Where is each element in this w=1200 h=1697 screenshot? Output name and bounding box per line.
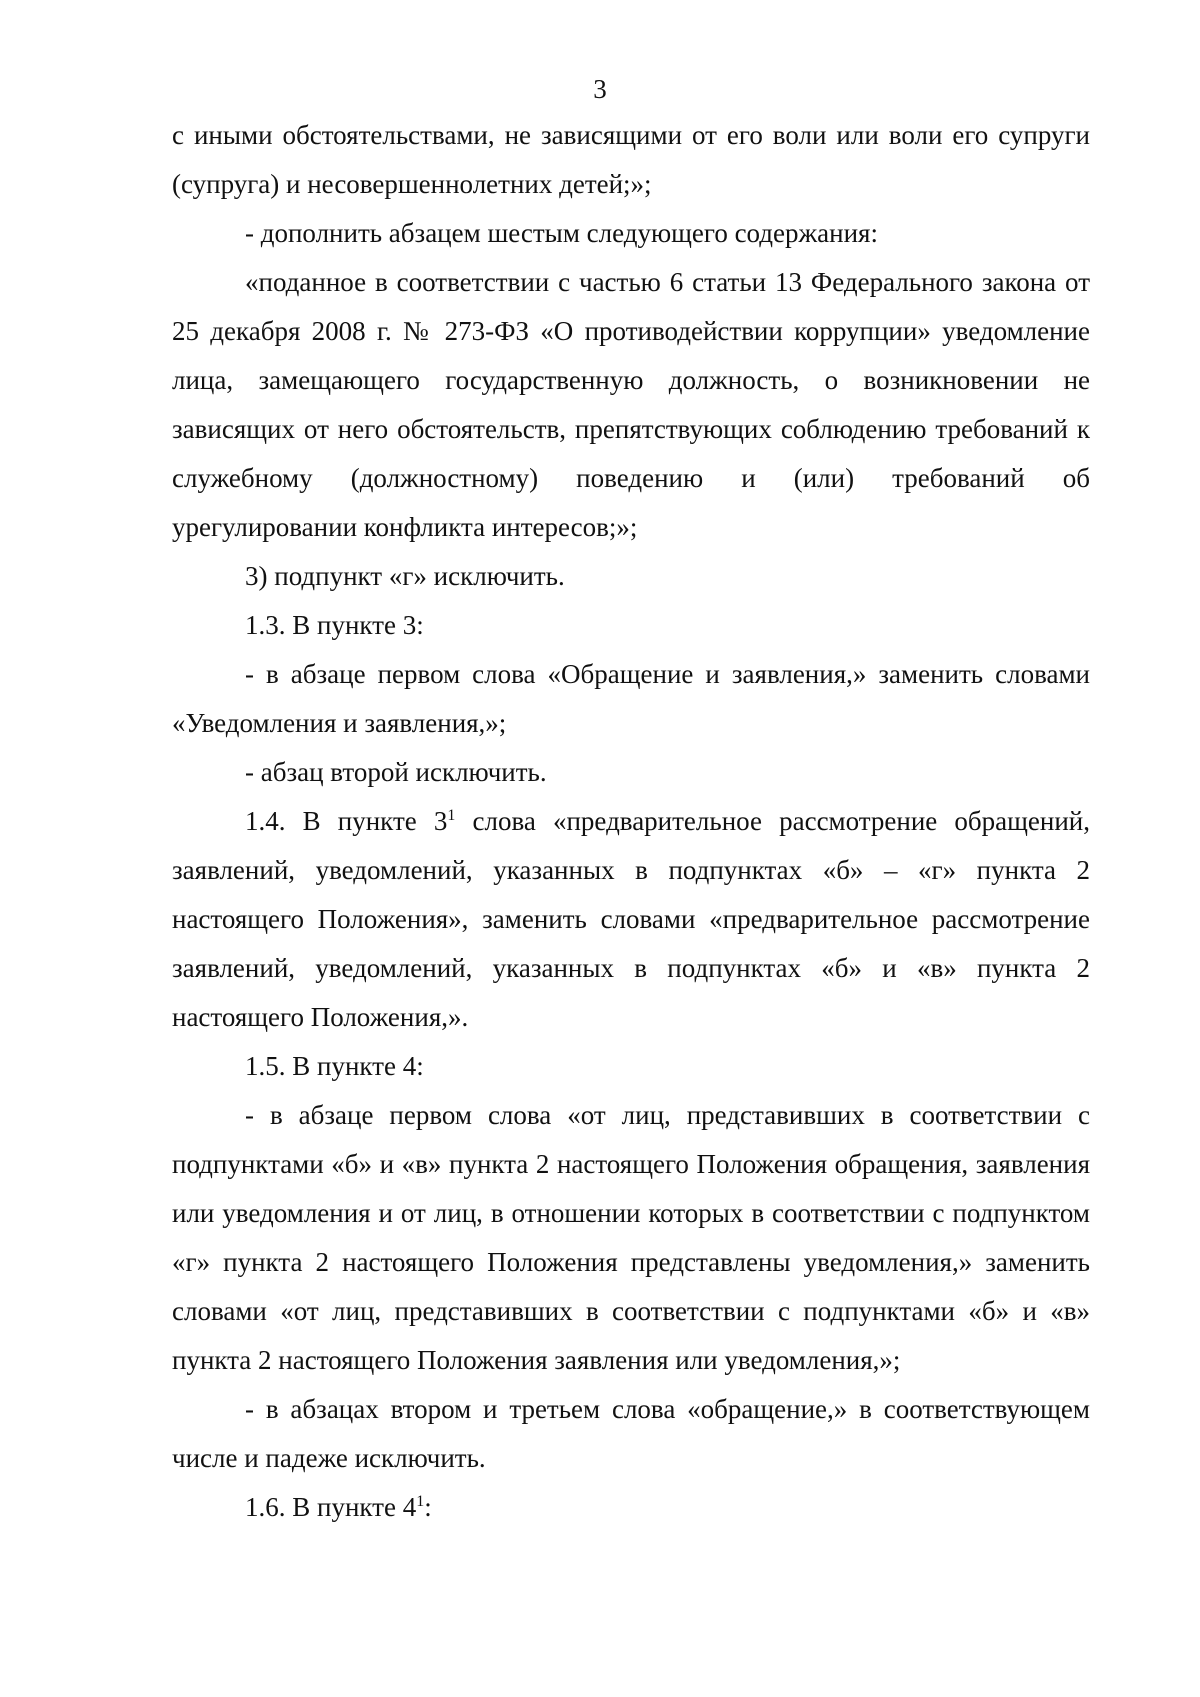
paragraph-1-4-after: слова «предварительное рассмотрение обращений, заявлений, уведомлений, указанных в подпунктах «б» – «г» пункта 2 настоящего Положения», заменить словами «предварительное рассмотрение заявлений, уведомлений, указанных в подпунктах «б» и «в» пункта 2 настоящего Положения,». bbox=[172, 806, 1091, 1032]
document-body bbox=[172, 111, 1090, 1532]
paragraph-1-4-before: 1.4. В пункте 3 bbox=[245, 806, 448, 836]
paragraph-add-sixth-abzac: - дополнить абзацем шестым следующего содержания: bbox=[245, 218, 878, 248]
paragraph-subpoint-g: 3) подпункт «г» исключить. bbox=[245, 561, 565, 591]
paragraph-1-6-before: 1.6. В пункте 4 bbox=[245, 1492, 417, 1522]
paragraph-1-3-first: - в абзаце первом слова «Обращение и заявления,» заменить словами «Уведомления и заявления,»; bbox=[172, 659, 1090, 738]
paragraph-1-6-heading bbox=[172, 1483, 1090, 1532]
paragraph-1-4 bbox=[172, 797, 1090, 1042]
paragraph-1-6-superscript: 1 bbox=[416, 1493, 425, 1510]
page-number: 3 bbox=[593, 74, 607, 104]
paragraph-1-5-first: - в абзаце первом слова «от лиц, представивших в соответствии с подпунктами «б» и «в» пункта 2 настоящего Положения обращения, заявления или уведомления и от лиц, в отношении которых в соответствии с подпунктом «г» пункта 2 настоящего Положения представлены уведомления,» заменить словами «от лиц, представивших в соответствии с подпунктами «б» и «в» пункта 2 настоящего Положения заявления или уведомления,»; bbox=[172, 1100, 1090, 1375]
paragraph-1-5-heading: 1.5. В пункте 4: bbox=[245, 1051, 424, 1081]
paragraph-1-3-second: - абзац второй исключить. bbox=[245, 757, 547, 787]
paragraph-1-5-second: - в абзацах втором и третьем слова «обращение,» в соответствующем числе и падеже исключить. bbox=[172, 1394, 1090, 1473]
paragraph-1-6-after: : bbox=[424, 1492, 432, 1522]
paragraph-1-3-heading: 1.3. В пункте 3: bbox=[245, 610, 424, 640]
paragraph-quoted-text: «поданное в соответствии с частью 6 статьи 13 Федерального закона от 25 декабря 2008 г. № 273-ФЗ «О противодействии коррупции» уведомление лица, замещающего государственную должность, о возникновении не зависящих от него обстоятельств, препятствующих соблюдению требований к служебному (должностному) поведению и (или) требований об урегулировании конфликта интересов;»; bbox=[172, 267, 1090, 542]
paragraph-continuation: с иными обстоятельствами, не зависящими от его воли или воли его супруги (супруга) и несовершеннолетних детей;»; bbox=[172, 120, 1090, 199]
paragraph-1-4-superscript: 1 bbox=[447, 807, 456, 824]
